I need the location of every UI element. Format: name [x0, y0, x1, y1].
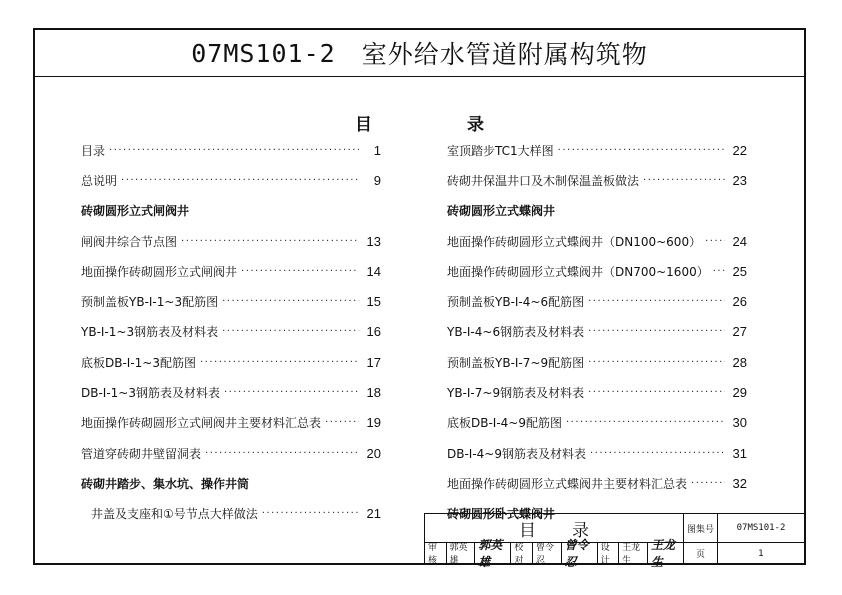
toc-entry-title: 砖砌井踏步、集水坑、操作井筒	[81, 476, 250, 491]
dot-leader	[691, 478, 725, 489]
toc-entry-title: 地面操作砖砌圆形立式蝶阀井（DN700~1600）	[447, 264, 709, 279]
check-label: 校对	[511, 542, 533, 564]
toc-entry	[447, 165, 747, 195]
toc-entry-title: DB-Ⅰ-4~9钢筋表及材料表	[447, 446, 586, 461]
dot-leader	[181, 236, 359, 247]
toc-entry-title: 预制盖板YB-Ⅰ-1~3配筋图	[81, 295, 219, 310]
toc-entry-title: 地面操作砖砌圆形立式闸阀井主要材料汇总表	[81, 416, 322, 431]
dot-leader	[109, 145, 359, 156]
toc-entry-page: 9	[373, 172, 381, 188]
toc-entry	[81, 408, 381, 438]
page-value: 1	[717, 542, 804, 564]
toc-entry-page: 25	[732, 263, 747, 279]
toc-entry-page: 26	[732, 294, 747, 310]
toc-entry	[81, 377, 381, 407]
reviewer-name: 郭英雄	[447, 542, 476, 564]
toc-entry-page: 22	[732, 142, 747, 158]
dot-leader	[205, 448, 359, 459]
signature-row	[425, 538, 683, 569]
dot-leader	[241, 266, 359, 277]
title-block	[424, 513, 804, 569]
designer-name: 王龙生	[619, 542, 648, 564]
title-bar	[35, 30, 804, 77]
toc-entry-page: 29	[732, 385, 747, 401]
dot-leader	[222, 296, 359, 307]
toc-entry-title: 砖砌圆形卧式蝶阀井	[447, 507, 556, 522]
toc-entry	[81, 286, 381, 316]
toc-entry	[447, 438, 747, 468]
toc-entry	[447, 286, 747, 316]
toc-entry-title: 地面操作砖砌圆形立式闸阀井	[81, 264, 238, 279]
toc-entry-title: 地面操作砖砌圆形立式蝶阀井（DN100~600）	[447, 234, 702, 249]
toc-entry-title: YB-Ⅰ-1~3钢筋表及材料表	[81, 325, 219, 340]
dot-leader	[558, 145, 725, 156]
toc-entry	[81, 135, 381, 165]
toc-entry-page: 16	[366, 324, 381, 340]
toc-entry	[447, 135, 747, 165]
toc-entry	[81, 499, 381, 529]
title-block-side	[683, 514, 804, 564]
right-toc-column	[447, 135, 747, 529]
toc-entry	[81, 226, 381, 256]
toc-entry-title: 预制盖板YB-Ⅰ-4~6配筋图	[447, 295, 585, 310]
title-block-name: 目录	[425, 514, 683, 543]
page-label: 页	[683, 542, 717, 564]
toc-entry	[81, 317, 381, 347]
toc-entry-title: 预制盖板YB-Ⅰ-7~9配筋图	[447, 355, 585, 370]
dot-leader	[224, 387, 359, 398]
toc-entry-page: 21	[366, 506, 381, 522]
atlas-title: 室外给水管道附属构筑物	[361, 40, 648, 69]
toc-entry-page: 30	[732, 415, 747, 431]
toc-entry-title: DB-Ⅰ-1~3钢筋表及材料表	[81, 386, 220, 401]
toc-entry-title: 目录	[81, 143, 106, 158]
dot-leader	[121, 175, 359, 186]
toc-entry-page: 18	[366, 385, 381, 401]
drawing-frame	[33, 28, 806, 569]
toc-entry-page: 20	[366, 445, 381, 461]
toc-entry-title: 室顶踏步TC1大样图	[447, 143, 554, 158]
toc-entry-page: 31	[732, 445, 747, 461]
dot-leader	[705, 236, 725, 247]
toc-entry	[447, 317, 747, 347]
toc-entry-page: 27	[732, 324, 747, 340]
toc-entry-title: 地面操作砖砌圆形立式蝶阀井主要材料汇总表	[447, 476, 688, 491]
toc-entry-title: 井盖及支座和①号节点大样做法	[91, 507, 258, 522]
design-label: 设计	[598, 542, 620, 564]
toc-section-heading	[81, 196, 381, 226]
toc-entry-page: 32	[732, 475, 747, 491]
toc-entry	[447, 408, 747, 438]
toc-entry-title: YB-Ⅰ-7~9钢筋表及材料表	[447, 386, 585, 401]
left-toc-column	[81, 135, 381, 529]
toc-entry-page: 13	[366, 233, 381, 249]
atlas-no-value: 07MS101-2	[717, 514, 804, 542]
contents-heading: 目录	[355, 115, 579, 135]
toc-entry-title: 闸阀井综合节点图	[81, 234, 178, 249]
toc-entry	[81, 165, 381, 195]
dot-leader	[588, 326, 725, 337]
toc-entry-title: 砖砌圆形立式闸阀井	[81, 204, 190, 219]
toc-entry-page: 24	[732, 233, 747, 249]
dot-leader	[262, 508, 359, 519]
toc-entry-page: 17	[366, 354, 381, 370]
dot-leader	[200, 357, 359, 368]
reviewer-signature: 郭英雄	[475, 542, 511, 564]
toc-entry-page: 15	[366, 294, 381, 310]
toc-entry	[447, 226, 747, 256]
toc-entry	[447, 468, 747, 498]
toc-section-heading	[447, 196, 747, 226]
toc-entry-title: 砖砌井保温井口及木制保温盖板做法	[447, 173, 640, 188]
toc-entry	[447, 377, 747, 407]
toc-entry-page: 23	[732, 172, 747, 188]
toc-entry-title: 底板DB-Ⅰ-1~3配筋图	[81, 355, 196, 370]
toc-entry	[81, 438, 381, 468]
checker-name: 曾令忍	[533, 542, 562, 564]
dot-leader	[588, 357, 725, 368]
toc-entry-title: YB-Ⅰ-4~6钢筋表及材料表	[447, 325, 585, 340]
toc-entry	[447, 256, 747, 286]
toc-entry-page: 14	[366, 263, 381, 279]
toc-entry-title: 总说明	[81, 173, 118, 188]
dot-leader	[588, 387, 725, 398]
dot-leader	[222, 326, 359, 337]
toc-entry	[447, 347, 747, 377]
dot-leader	[713, 266, 725, 277]
toc-entry-page: 1	[373, 142, 381, 158]
dot-leader	[590, 448, 725, 459]
designer-signature: 王龙生	[650, 538, 675, 569]
review-label: 审核	[425, 542, 447, 564]
atlas-code: 07MS101-2	[191, 38, 336, 68]
dot-leader	[643, 175, 725, 186]
toc-entry-page: 28	[732, 354, 747, 370]
dot-leader	[588, 296, 725, 307]
toc-entry-title: 管道穿砖砌井壁留洞表	[81, 446, 202, 461]
atlas-no-label: 图集号	[683, 514, 717, 542]
dot-leader	[566, 417, 725, 428]
toc-entry	[81, 347, 381, 377]
toc-section-heading	[81, 468, 381, 498]
toc-entry-title: 底板DB-Ⅰ-4~9配筋图	[447, 416, 562, 431]
toc-entry	[81, 256, 381, 286]
dot-leader	[325, 417, 359, 428]
checker-signature: 曾令忍	[562, 542, 598, 564]
toc-entry-page: 19	[366, 415, 381, 431]
toc-entry-title: 砖砌圆形立式蝶阀井	[447, 204, 556, 219]
